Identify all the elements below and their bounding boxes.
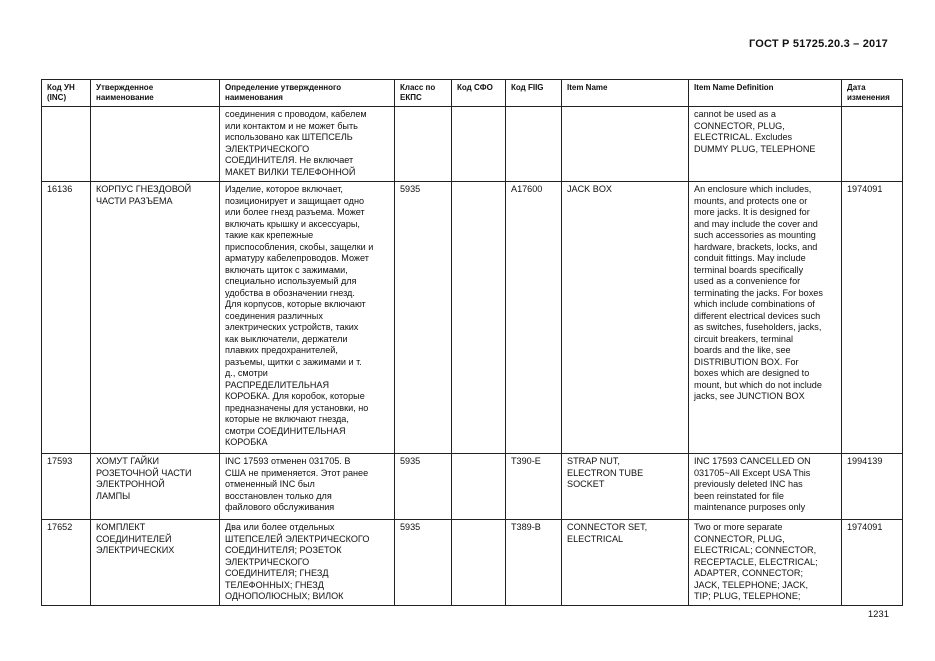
cell-date: 1974091 bbox=[842, 520, 903, 606]
cell-date: 1994139 bbox=[842, 454, 903, 520]
cell-class: 5935 bbox=[395, 182, 452, 454]
cell-date: 1974091 bbox=[842, 182, 903, 454]
cell-inc: 17652 bbox=[42, 520, 91, 606]
cell-class bbox=[395, 107, 452, 182]
cell-sfo bbox=[452, 520, 506, 606]
cell-item-name: CONNECTOR SET, ELECTRICAL bbox=[562, 520, 689, 606]
cell-item-definition: INC 17593 CANCELLED ON 031705~All Except USA This previously deleted INC has been reinstated for file maintenance purposes only bbox=[689, 454, 842, 520]
table-row bbox=[42, 182, 903, 454]
header-sfo: Код СФО bbox=[452, 80, 506, 107]
header-class: Класс по ЕКПС bbox=[395, 80, 452, 107]
cell-definition: Два или более отдельных ШТЕПСЕЛЕЙ ЭЛЕКТРИЧЕСКОГО СОЕДИНИТЕЛЯ; РОЗЕТОК ЭЛЕКТРИЧЕСКОГО СОЕДИНИТЕЛЯ; ГНЕЗД ТЕЛЕФОННЫХ; ГНЕЗД ОДНОПОЛЮСНЫХ; ВИЛОК bbox=[220, 520, 395, 606]
cell-item-name: JACK BOX bbox=[562, 182, 689, 454]
table-row bbox=[42, 107, 903, 182]
header-fiig: Код FIIG bbox=[506, 80, 562, 107]
cell-fiig: A17600 bbox=[506, 182, 562, 454]
cell-approved-name: КОМПЛЕКТ СОЕДИНИТЕЛЕЙ ЭЛЕКТРИЧЕСКИХ bbox=[91, 520, 220, 606]
header-definition: Определение утвержденного наименования bbox=[220, 80, 395, 107]
cell-class: 5935 bbox=[395, 520, 452, 606]
cell-item-definition: Two or more separate CONNECTOR, PLUG, ELECTRICAL; CONNECTOR, RECEPTACLE, ELECTRICAL; ADAPTER, CONNECTOR; JACK, TELEPHONE; JACK, TIP; PLUG, TELEPHONE; bbox=[689, 520, 842, 606]
cell-sfo bbox=[452, 182, 506, 454]
header-date: Дата изменения bbox=[842, 80, 903, 107]
header-inc: Код УН (INC) bbox=[42, 80, 91, 107]
cell-fiig: T390-E bbox=[506, 454, 562, 520]
header-item-definition: Item Name Definition bbox=[689, 80, 842, 107]
cell-class: 5935 bbox=[395, 454, 452, 520]
cell-sfo bbox=[452, 107, 506, 182]
cell-date bbox=[842, 107, 903, 182]
table-row bbox=[42, 454, 903, 520]
table-row bbox=[42, 520, 903, 606]
cell-item-name bbox=[562, 107, 689, 182]
cell-inc bbox=[42, 107, 91, 182]
cell-definition: INC 17593 отменен 031705. В США не применяется. Этот ранее отмененный INC был восстановлен только для файлового обслуживания bbox=[220, 454, 395, 520]
cell-definition: Изделие, которое включает, позиционирует и защищает одно или более гнезд разъема. Может включать крышку и аксессуары, такие как крепежные приспособления, скобы, защелки и арматуру кабелепроводов. Может включать щиток с зажимами, специально используемый для удобства в обозначении гнезд. Для корпусов, которые включают соединения различных электрических устройств, таких как выключатели, держатели плавких предохранителей, разъемы, щитки с зажимами и т. д., смотри РАСПРЕДЕЛИТЕЛЬНАЯ КОРОБКА. Для коробок, которые предназначены для установки, но которые не включают гнезда, смотри СОЕДИНИТЕЛЬНАЯ КОРОБКА bbox=[220, 182, 395, 454]
cell-fiig: T389-B bbox=[506, 520, 562, 606]
cell-approved-name: ХОМУТ ГАЙКИ РОЗЕТОЧНОЙ ЧАСТИ ЭЛЕКТРОННОЙ ЛАМПЫ bbox=[91, 454, 220, 520]
page-number: 1231 bbox=[867, 609, 889, 620]
cell-item-definition: cannot be used as a CONNECTOR, PLUG, ELECTRICAL. Excludes DUMMY PLUG, TELEPHONE bbox=[689, 107, 842, 182]
cell-definition: соединения с проводом, кабелем или контактом и не может быть использовано как ШТЕПСЕЛЬ ЭЛЕКТРИЧЕСКОГО СОЕДИНИТЕЛЯ. Не включает МАКЕТ ВИЛКИ ТЕЛЕФОННОЙ bbox=[220, 107, 395, 182]
cell-sfo bbox=[452, 454, 506, 520]
table-body bbox=[42, 107, 903, 606]
table-header bbox=[42, 80, 903, 107]
cell-item-name: STRAP NUT, ELECTRON TUBE SOCKET bbox=[562, 454, 689, 520]
document-header: ГОСТ Р 51725.20.3 – 2017 bbox=[748, 38, 888, 50]
header-row bbox=[42, 80, 903, 107]
catalog-table bbox=[41, 79, 903, 606]
cell-inc: 16136 bbox=[42, 182, 91, 454]
header-approved-name: Утвержденное наименование bbox=[91, 80, 220, 107]
cell-inc: 17593 bbox=[42, 454, 91, 520]
cell-item-definition: An enclosure which includes, mounts, and protects one or more jacks. It is designed for and may include the cover and such accessories as mounting hardware, brackets, locks, and conduit fittings. May include terminal boards specifically used as a convenience for terminating the jacks. For boxes which include combinations of different electrical devices such as switches, fuseholders, jacks, circuit breakers, terminal boards and the like, see DISTRIBUTION BOX. For boxes which are designed to mount, but which do not include jacks, see JUNCTION BOX bbox=[689, 182, 842, 454]
cell-approved-name: КОРПУС ГНЕЗДОВОЙ ЧАСТИ РАЗЪЕМА bbox=[91, 182, 220, 454]
cell-fiig bbox=[506, 107, 562, 182]
cell-approved-name bbox=[91, 107, 220, 182]
header-item-name: Item Name bbox=[562, 80, 689, 107]
